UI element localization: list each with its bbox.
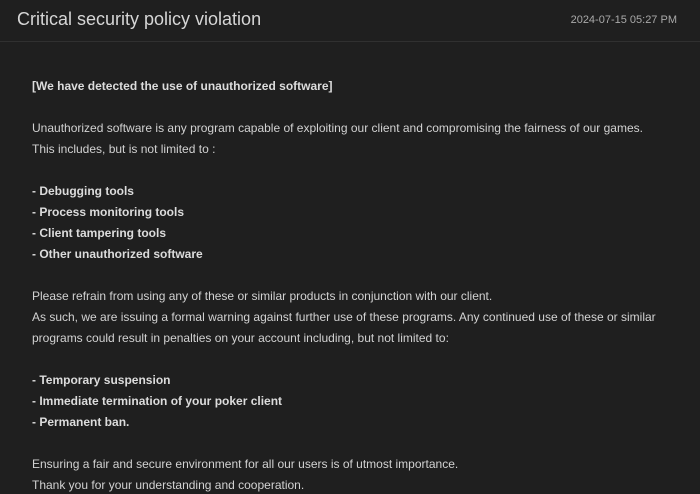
- intro-text: Unauthorized software is any program capable of exploiting our client and compromising the fairness of our games.: [32, 121, 643, 135]
- message-body: [0, 42, 700, 494]
- software-list-item: - Client tampering tools: [32, 226, 167, 240]
- message-title: Critical security policy violation: [17, 9, 262, 29]
- software-list-item: - Debugging tools: [32, 184, 134, 198]
- message-heading: [We have detected the use of unauthorized software]: [32, 79, 333, 93]
- software-list-item: - Other unauthorized software: [32, 247, 203, 261]
- closing-text: Thank you for your understanding and cooperation.: [32, 478, 305, 492]
- warning-text: As such, we are issuing a formal warning against further use of these programs. Any continued use of these or similar programs could result in penalties on your account including, but not limited to:: [32, 310, 656, 345]
- closing-text: Ensuring a fair and secure environment for all our users is of utmost importance.: [32, 457, 459, 471]
- software-list-item: - Process monitoring tools: [32, 205, 185, 219]
- penalty-list-item: - Permanent ban.: [32, 415, 130, 429]
- message-header: [0, 0, 700, 42]
- intro-text: This includes, but is not limited to :: [32, 142, 216, 156]
- penalty-list-item: - Immediate termination of your poker client: [32, 394, 283, 408]
- penalty-list-item: - Temporary suspension: [32, 373, 171, 387]
- message-timestamp: 2024-07-15 05:27 PM: [570, 14, 677, 26]
- warning-text: Please refrain from using any of these or similar products in conjunction with our client.: [32, 289, 493, 303]
